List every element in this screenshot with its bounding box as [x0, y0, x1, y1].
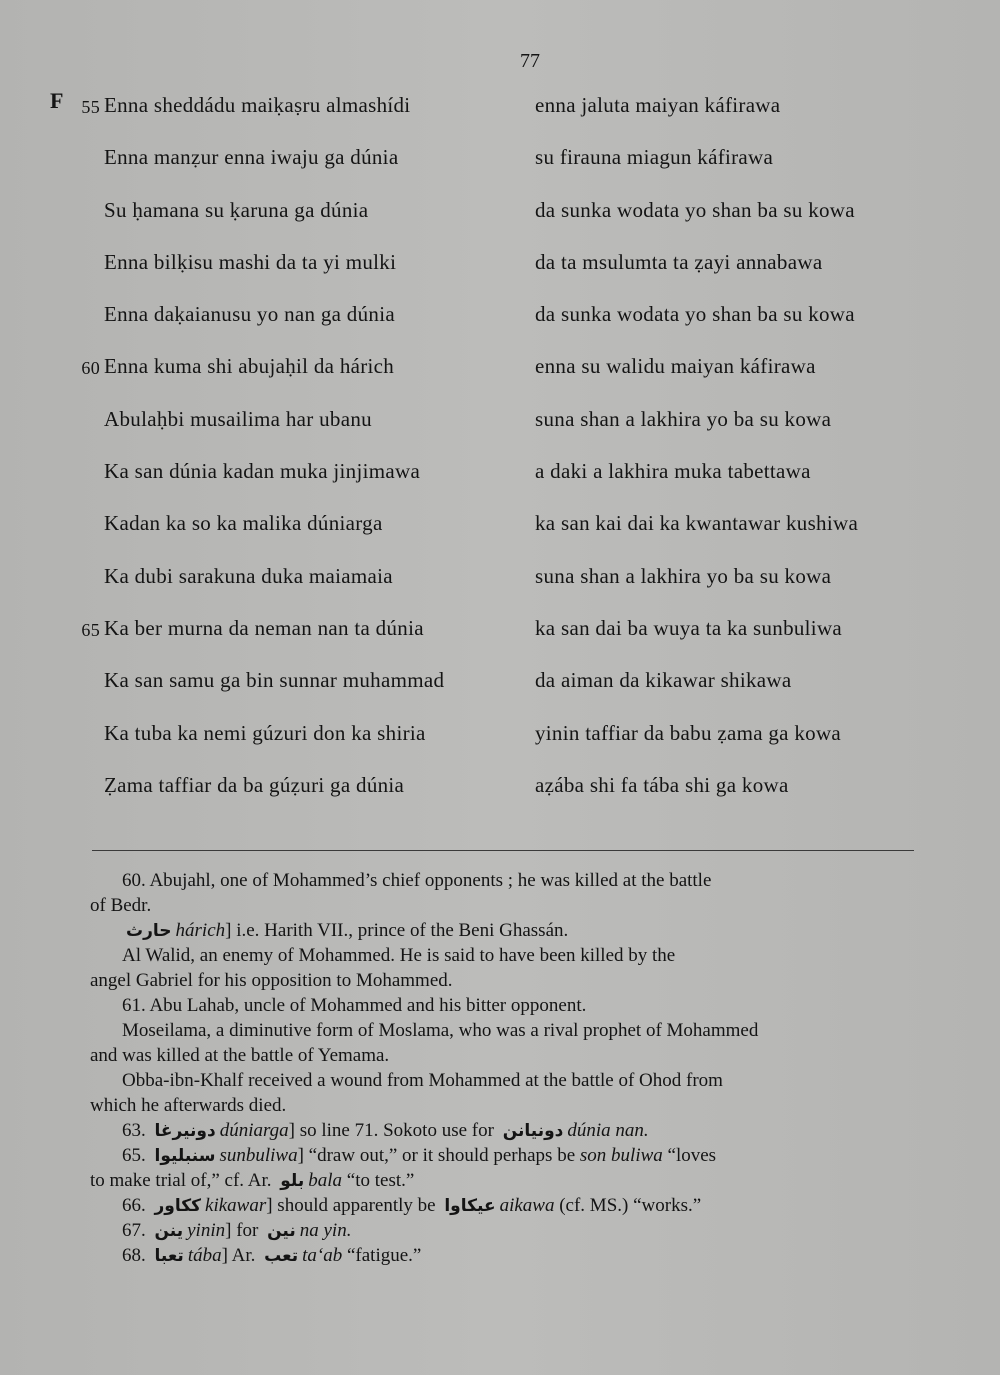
- verse-text: Abulaḥbi musailima har ubanu: [104, 406, 372, 431]
- arabic-term: سنبليوا: [154, 1146, 216, 1166]
- arabic-term: تعب: [264, 1246, 299, 1266]
- verse-text: Enna bilḳisu mashi da ta yi mulki: [104, 249, 397, 274]
- page-number: 77: [520, 50, 540, 72]
- line-number: 60: [81, 358, 100, 379]
- footnote-text: ] for: [225, 1220, 259, 1241]
- verse-line-right: ka san dai ba wuya ta ka sunbuliwa: [535, 615, 843, 640]
- arabic-term: حارث: [126, 921, 172, 941]
- verse-column-right: [535, 92, 985, 824]
- footnote: [90, 1145, 920, 1167]
- italic-term: aikawa: [499, 1195, 555, 1216]
- footnote-text: (cf. MS.) “works.”: [559, 1195, 702, 1216]
- footnote-number: 67.: [122, 1220, 146, 1241]
- footnote-text: to make trial of,” cf. Ar.: [90, 1170, 272, 1191]
- verse-line-right: enna su walidu maiyan káfirawa: [535, 354, 816, 379]
- verse-line-left: [104, 563, 554, 615]
- footnote-continuation: [90, 1095, 920, 1117]
- footnote-text: “loves: [667, 1145, 717, 1166]
- verse-line-left: [104, 667, 554, 719]
- arabic-term: عيكاوا: [444, 1196, 496, 1216]
- footnote-text: 61. Abu Lahab, uncle of Mohammed and his bitter opponent.: [122, 995, 587, 1016]
- line-number: 65: [81, 619, 100, 640]
- footnote-number: 63.: [122, 1120, 146, 1141]
- arabic-term: دونيانن: [502, 1121, 564, 1141]
- footnote-text: Al Walid, an enemy of Mohammed. He is said to have been killed by the: [122, 945, 676, 966]
- footnote: [90, 870, 920, 892]
- footnote-text: which he afterwards died.: [90, 1095, 287, 1116]
- italic-term: dúnia nan.: [567, 1120, 649, 1141]
- verse-line-right: suna shan a lakhira yo ba su kowa: [535, 406, 832, 431]
- footnote-number: 66.: [122, 1195, 146, 1216]
- footnote-text: Obba-ibn-Khalf received a wound from Mohammed at the battle of Ohod from: [122, 1070, 723, 1091]
- verse-line-right: ka san kai dai ka kwantawar kushiwa: [535, 511, 859, 536]
- arabic-term: بلو: [280, 1171, 305, 1191]
- footnote-text: Moseilama, a diminutive form of Moslama, who was a rival prophet of Mohammed: [122, 1020, 759, 1041]
- verse-line-right: da aiman da kikawar shikawa: [535, 668, 792, 693]
- italic-term: bala: [308, 1170, 343, 1191]
- verse-text: Kadan ka so ka malika dúniarga: [104, 511, 383, 536]
- footnote-text: ] should apparently be: [266, 1195, 436, 1216]
- italic-term: kikawar: [205, 1195, 267, 1216]
- footnote-text: “to test.”: [346, 1170, 415, 1191]
- footnote-text: and was killed at the battle of Yemama.: [90, 1045, 390, 1066]
- footnote-number: 68.: [122, 1245, 146, 1266]
- footnote: [90, 945, 920, 967]
- verse-text: Ka san dúnia kadan muka jinjimawa: [104, 459, 421, 484]
- arabic-term: دونيرغا: [154, 1121, 216, 1141]
- verse-line-left: [104, 510, 554, 562]
- verse-text: Enna daḳaianusu yo nan ga dúnia: [104, 302, 395, 327]
- verse-line-right: enna jaluta maiyan káfirawa: [535, 93, 781, 117]
- footnote: [90, 1220, 920, 1242]
- footnote: [90, 1120, 920, 1142]
- verse-line-right: yinin taffiar da babu ẓama ga kowa: [535, 720, 842, 745]
- footnote-number: 65.: [122, 1145, 146, 1166]
- verse-text: Ka dubi sarakuna duka maiamaia: [104, 563, 393, 588]
- verse-text: Ẓama taffiar da ba gúẓuri ga dúnia: [104, 772, 405, 797]
- verse-line-left: [104, 720, 554, 772]
- verse-line-right: su firauna miagun káfirawa: [535, 145, 774, 170]
- italic-term: hárich: [175, 920, 226, 941]
- section-mark: F: [50, 88, 64, 113]
- footnote-divider: [92, 850, 914, 851]
- verse-line-right: suna shan a lakhira yo ba su kowa: [535, 563, 832, 588]
- verse-line-left: [104, 458, 554, 510]
- verse-text: Enna manẓur enna iwaju ga dúnia: [104, 145, 399, 170]
- footnote-continuation: [90, 895, 920, 917]
- verse-line-left: [104, 772, 554, 824]
- verse-line-right: a daki a lakhira muka tabettawa: [535, 459, 811, 484]
- footnote: [90, 1245, 920, 1267]
- verse-line-left: [104, 197, 554, 249]
- verse-line-left: [104, 301, 554, 353]
- arabic-term: تعبا: [154, 1246, 184, 1266]
- verse-line-right: aẓába shi fa tába shi ga kowa: [535, 772, 789, 797]
- verse-text: Enna sheddádu maiḳaṣru almashídi: [104, 93, 411, 117]
- italic-term: dúniarga: [219, 1120, 289, 1141]
- verse-line-right: da sunka wodata yo shan ba su kowa: [535, 302, 855, 327]
- footnote-continuation: [90, 970, 920, 992]
- footnote: [90, 1020, 920, 1042]
- arabic-term: ككاور: [154, 1196, 202, 1216]
- verse-line-left: [81, 615, 554, 667]
- footnote: [90, 1070, 920, 1092]
- footnote-continuation: [90, 1170, 920, 1192]
- verse-line-left: [81, 353, 554, 405]
- footnote-text: of Bedr.: [90, 895, 152, 916]
- verse-line-left: [81, 92, 554, 144]
- verse-text: Ka san samu ga bin sunnar muhammad: [104, 668, 445, 693]
- italic-term: tába: [187, 1245, 222, 1266]
- footnote-text: ] “draw out,” or it should perhaps be: [297, 1145, 576, 1166]
- footnote-text: 60. Abujahl, one of Mohammed’s chief opponents ; he was killed at the battle: [122, 870, 712, 891]
- verse-text: Ka ber murna da neman nan ta dúnia: [104, 615, 424, 640]
- footnote-text: ] i.e. Harith VII., prince of the Beni Ghassán.: [225, 920, 569, 941]
- verse-text: Enna kuma shi abujaḥil da hárich: [104, 354, 395, 379]
- footnote: [90, 1195, 920, 1217]
- line-number: 55: [81, 97, 100, 117]
- italic-term: ta‘ab: [302, 1245, 343, 1266]
- verse-line-right: da ta msulumta ta ẓayi annabawa: [535, 249, 823, 274]
- verse-line-left: [104, 406, 554, 458]
- footnote-text: angel Gabriel for his opposition to Mohammed.: [90, 970, 453, 991]
- footnote: [90, 995, 920, 1017]
- italic-term: son buliwa: [579, 1145, 663, 1166]
- italic-term: na yin.: [299, 1220, 352, 1241]
- arabic-term: ينن: [154, 1221, 184, 1241]
- verse-line-left: [104, 249, 554, 301]
- verse-column-left: [81, 92, 554, 824]
- footnote-text: ] so line 71. Sokoto use for: [288, 1120, 494, 1141]
- verse-text: Su ḥamana su ḳaruna ga dúnia: [104, 197, 369, 222]
- verse-line-right: da sunka wodata yo shan ba su kowa: [535, 197, 855, 222]
- verse-line-left: [104, 144, 554, 196]
- italic-term: yinin: [187, 1220, 226, 1241]
- arabic-term: نين: [267, 1221, 296, 1241]
- verse-text: Ka tuba ka nemi gúzuri don ka shiria: [104, 720, 426, 745]
- footnotes: [90, 870, 920, 1270]
- footnote-continuation: [90, 1045, 920, 1067]
- footnote: [90, 920, 920, 942]
- footnote-text: ] Ar.: [221, 1245, 256, 1266]
- footnote-text: “fatigue.”: [346, 1245, 422, 1266]
- italic-term: sunbuliwa: [219, 1145, 298, 1166]
